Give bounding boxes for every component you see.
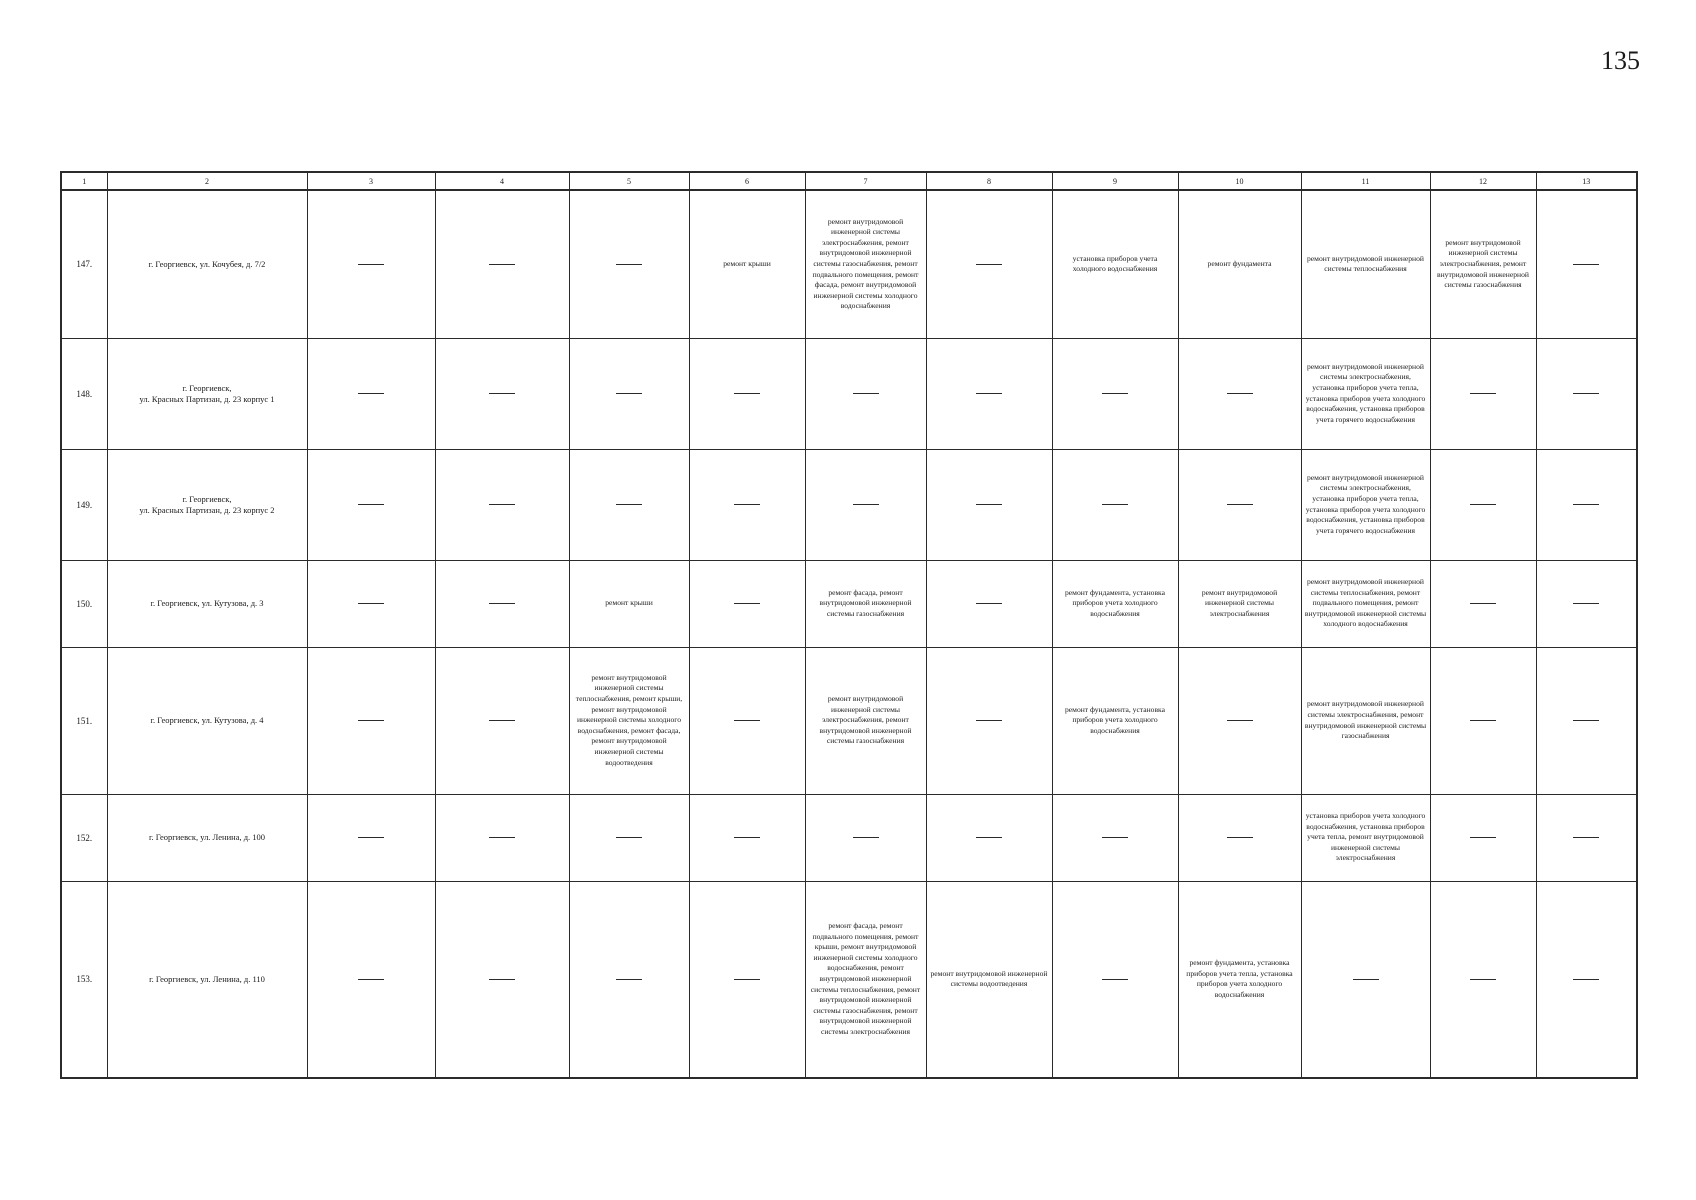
- table-row: [61, 794, 1637, 881]
- table-row: [61, 647, 1637, 794]
- work-cell: ремонт фундамента: [1178, 190, 1301, 338]
- dash-mark: [1102, 979, 1128, 980]
- empty-cell: [1052, 338, 1178, 449]
- column-number-row: [61, 172, 1637, 190]
- empty-cell: [1536, 449, 1637, 560]
- empty-cell: [926, 794, 1052, 881]
- dash-mark: [734, 979, 760, 980]
- empty-cell: [1301, 881, 1430, 1078]
- column-number-1: 1: [61, 172, 107, 190]
- work-cell: ремонт внутридомовой инженерной системы электроснабжения, ремонт внутридомовой инженерной системы газоснабжения, ремонт подвального помещения, ремонт фасада, ремонт внутридомовой инженерной системы холодного водоснабжения: [805, 190, 926, 338]
- column-number-11: 11: [1301, 172, 1430, 190]
- dash-mark: [734, 720, 760, 721]
- empty-cell: [569, 449, 689, 560]
- dash-mark: [489, 393, 515, 394]
- empty-cell: [1430, 449, 1536, 560]
- row-number: 150.: [61, 560, 107, 647]
- table-row: [61, 190, 1637, 338]
- dash-mark: [489, 837, 515, 838]
- empty-cell: [926, 338, 1052, 449]
- dash-mark: [616, 264, 642, 265]
- row-number: 152.: [61, 794, 107, 881]
- dash-mark: [976, 504, 1002, 505]
- empty-cell: [435, 647, 569, 794]
- empty-cell: [689, 794, 805, 881]
- dash-mark: [1102, 504, 1128, 505]
- row-number: 147.: [61, 190, 107, 338]
- empty-cell: [435, 794, 569, 881]
- dash-mark: [1470, 393, 1496, 394]
- work-cell: ремонт внутридомовой инженерной системы электроснабжения, ремонт внутридомовой инженерной системы газоснабжения: [1301, 647, 1430, 794]
- column-number-10: 10: [1178, 172, 1301, 190]
- dash-mark: [358, 264, 384, 265]
- empty-cell: [435, 560, 569, 647]
- empty-cell: [1178, 647, 1301, 794]
- empty-cell: [435, 881, 569, 1078]
- empty-cell: [307, 794, 435, 881]
- column-number-7: 7: [805, 172, 926, 190]
- address-cell: г. Георгиевск, ул. Красных Партизан, д. 23 корпус 2: [107, 449, 307, 560]
- dash-mark: [853, 504, 879, 505]
- empty-cell: [1536, 647, 1637, 794]
- address-cell: г. Георгиевск, ул. Красных Партизан, д. 23 корпус 1: [107, 338, 307, 449]
- empty-cell: [1536, 190, 1637, 338]
- work-cell: ремонт фасада, ремонт внутридомовой инженерной системы газоснабжения: [805, 560, 926, 647]
- empty-cell: [1430, 647, 1536, 794]
- address-cell: г. Георгиевск, ул. Кутузова, д. 4: [107, 647, 307, 794]
- dash-mark: [1470, 720, 1496, 721]
- empty-cell: [805, 794, 926, 881]
- dash-mark: [1470, 603, 1496, 604]
- empty-cell: [569, 794, 689, 881]
- empty-cell: [1178, 338, 1301, 449]
- capital-repair-table: [60, 171, 1638, 1079]
- dash-mark: [1227, 393, 1253, 394]
- column-number-6: 6: [689, 172, 805, 190]
- dash-mark: [358, 504, 384, 505]
- dash-mark: [489, 979, 515, 980]
- dash-mark: [734, 504, 760, 505]
- dash-mark: [1573, 393, 1599, 394]
- dash-mark: [1573, 603, 1599, 604]
- dash-mark: [976, 393, 1002, 394]
- work-cell: ремонт внутридомовой инженерной системы электроснабжения, ремонт внутридомовой инженерной системы газоснабжения: [805, 647, 926, 794]
- work-cell: установка приборов учета холодного водоснабжения, установка приборов учета тепла, ремонт внутридомовой инженерной системы электроснабжения: [1301, 794, 1430, 881]
- dash-mark: [358, 837, 384, 838]
- empty-cell: [1052, 449, 1178, 560]
- work-cell: ремонт фасада, ремонт подвального помещения, ремонт крыши, ремонт внутридомовой инженерной системы холодного водоснабжения, ремонт внутридомовой инженерной системы теплоснабжения, ремонт внутридомовой инженерной системы газоснабжения, ремонт внутридомовой инженерной системы электроснабжения: [805, 881, 926, 1078]
- empty-cell: [926, 449, 1052, 560]
- dash-mark: [616, 979, 642, 980]
- dash-mark: [1573, 504, 1599, 505]
- row-number: 153.: [61, 881, 107, 1078]
- row-number: 151.: [61, 647, 107, 794]
- column-number-13: 13: [1536, 172, 1637, 190]
- dash-mark: [489, 720, 515, 721]
- column-number-9: 9: [1052, 172, 1178, 190]
- dash-mark: [1573, 264, 1599, 265]
- table-row: [61, 881, 1637, 1078]
- empty-cell: [1536, 794, 1637, 881]
- row-number: 149.: [61, 449, 107, 560]
- empty-cell: [689, 881, 805, 1078]
- page-number: 135: [1601, 46, 1640, 75]
- work-cell: ремонт внутридомовой инженерной системы теплоснабжения, ремонт крыши, ремонт внутридомовой инженерной системы холодного водоснабжения, ремонт фасада, ремонт внутридомовой инженерной системы водоотведения: [569, 647, 689, 794]
- work-cell: ремонт крыши: [569, 560, 689, 647]
- work-cell: ремонт внутридомовой инженерной системы электроснабжения: [1178, 560, 1301, 647]
- dash-mark: [1573, 979, 1599, 980]
- address-cell: г. Георгиевск, ул. Кочубея, д. 7/2: [107, 190, 307, 338]
- empty-cell: [1430, 881, 1536, 1078]
- column-number-12: 12: [1430, 172, 1536, 190]
- work-cell: ремонт внутридомовой инженерной системы теплоснабжения: [1301, 190, 1430, 338]
- empty-cell: [689, 338, 805, 449]
- table-body: [61, 190, 1637, 1078]
- dash-mark: [1227, 720, 1253, 721]
- address-cell: г. Георгиевск, ул. Кутузова, д. 3: [107, 560, 307, 647]
- dash-mark: [1227, 837, 1253, 838]
- dash-mark: [1227, 504, 1253, 505]
- empty-cell: [307, 647, 435, 794]
- dash-mark: [853, 837, 879, 838]
- empty-cell: [1052, 794, 1178, 881]
- dash-mark: [358, 393, 384, 394]
- empty-cell: [805, 449, 926, 560]
- empty-cell: [435, 190, 569, 338]
- dash-mark: [358, 603, 384, 604]
- empty-cell: [689, 449, 805, 560]
- work-cell: ремонт крыши: [689, 190, 805, 338]
- empty-cell: [569, 881, 689, 1078]
- column-number-3: 3: [307, 172, 435, 190]
- empty-cell: [1536, 881, 1637, 1078]
- address-cell: г. Георгиевск, ул. Ленина, д. 110: [107, 881, 307, 1078]
- address-cell: г. Георгиевск, ул. Ленина, д. 100: [107, 794, 307, 881]
- empty-cell: [307, 560, 435, 647]
- empty-cell: [689, 560, 805, 647]
- empty-cell: [689, 647, 805, 794]
- empty-cell: [1178, 449, 1301, 560]
- dash-mark: [1470, 837, 1496, 838]
- dash-mark: [976, 720, 1002, 721]
- empty-cell: [805, 338, 926, 449]
- work-cell: ремонт фундамента, установка приборов учета тепла, установка приборов учета холодного водоснабжения: [1178, 881, 1301, 1078]
- work-cell: ремонт внутридомовой инженерной системы теплоснабжения, ремонт подвального помещения, ремонт внутридомовой инженерной системы холодного водоснабжения: [1301, 560, 1430, 647]
- dash-mark: [1102, 837, 1128, 838]
- empty-cell: [307, 881, 435, 1078]
- empty-cell: [307, 449, 435, 560]
- column-number-2: 2: [107, 172, 307, 190]
- empty-cell: [569, 190, 689, 338]
- dash-mark: [1470, 504, 1496, 505]
- work-cell: установка приборов учета холодного водоснабжения: [1052, 190, 1178, 338]
- dash-mark: [358, 720, 384, 721]
- table-row: [61, 449, 1637, 560]
- dash-mark: [734, 393, 760, 394]
- row-number: 148.: [61, 338, 107, 449]
- column-number-4: 4: [435, 172, 569, 190]
- empty-cell: [1178, 794, 1301, 881]
- work-cell: ремонт внутридомовой инженерной системы электроснабжения, ремонт внутридомовой инженерной системы газоснабжения: [1430, 190, 1536, 338]
- dash-mark: [976, 837, 1002, 838]
- empty-cell: [1430, 560, 1536, 647]
- work-cell: ремонт внутридомовой инженерной системы водоотведения: [926, 881, 1052, 1078]
- dash-mark: [489, 504, 515, 505]
- table-row: [61, 338, 1637, 449]
- dash-mark: [1470, 979, 1496, 980]
- column-number-8: 8: [926, 172, 1052, 190]
- empty-cell: [307, 338, 435, 449]
- dash-mark: [1573, 837, 1599, 838]
- work-cell: ремонт фундамента, установка приборов учета холодного водоснабжения: [1052, 560, 1178, 647]
- work-cell: ремонт внутридомовой инженерной системы электроснабжения, установка приборов учета тепла, установка приборов учета холодного водоснабжения, установка приборов учета горячего водоснабжения: [1301, 338, 1430, 449]
- empty-cell: [1052, 881, 1178, 1078]
- dash-mark: [976, 603, 1002, 604]
- work-cell: ремонт внутридомовой инженерной системы электроснабжения, установка приборов учета тепла, установка приборов учета холодного водоснабжения, установка приборов учета горячего водоснабжения: [1301, 449, 1430, 560]
- empty-cell: [435, 338, 569, 449]
- dash-mark: [489, 603, 515, 604]
- table-row: [61, 560, 1637, 647]
- dash-mark: [734, 603, 760, 604]
- empty-cell: [1430, 794, 1536, 881]
- empty-cell: [1430, 338, 1536, 449]
- dash-mark: [1353, 979, 1379, 980]
- dash-mark: [616, 393, 642, 394]
- dash-mark: [616, 504, 642, 505]
- dash-mark: [489, 264, 515, 265]
- empty-cell: [926, 190, 1052, 338]
- dash-mark: [853, 393, 879, 394]
- dash-mark: [616, 837, 642, 838]
- empty-cell: [926, 560, 1052, 647]
- dash-mark: [976, 264, 1002, 265]
- empty-cell: [307, 190, 435, 338]
- empty-cell: [1536, 338, 1637, 449]
- dash-mark: [358, 979, 384, 980]
- empty-cell: [926, 647, 1052, 794]
- dash-mark: [734, 837, 760, 838]
- work-cell: ремонт фундамента, установка приборов учета холодного водоснабжения: [1052, 647, 1178, 794]
- dash-mark: [1102, 393, 1128, 394]
- dash-mark: [1573, 720, 1599, 721]
- empty-cell: [569, 338, 689, 449]
- column-number-5: 5: [569, 172, 689, 190]
- empty-cell: [1536, 560, 1637, 647]
- empty-cell: [435, 449, 569, 560]
